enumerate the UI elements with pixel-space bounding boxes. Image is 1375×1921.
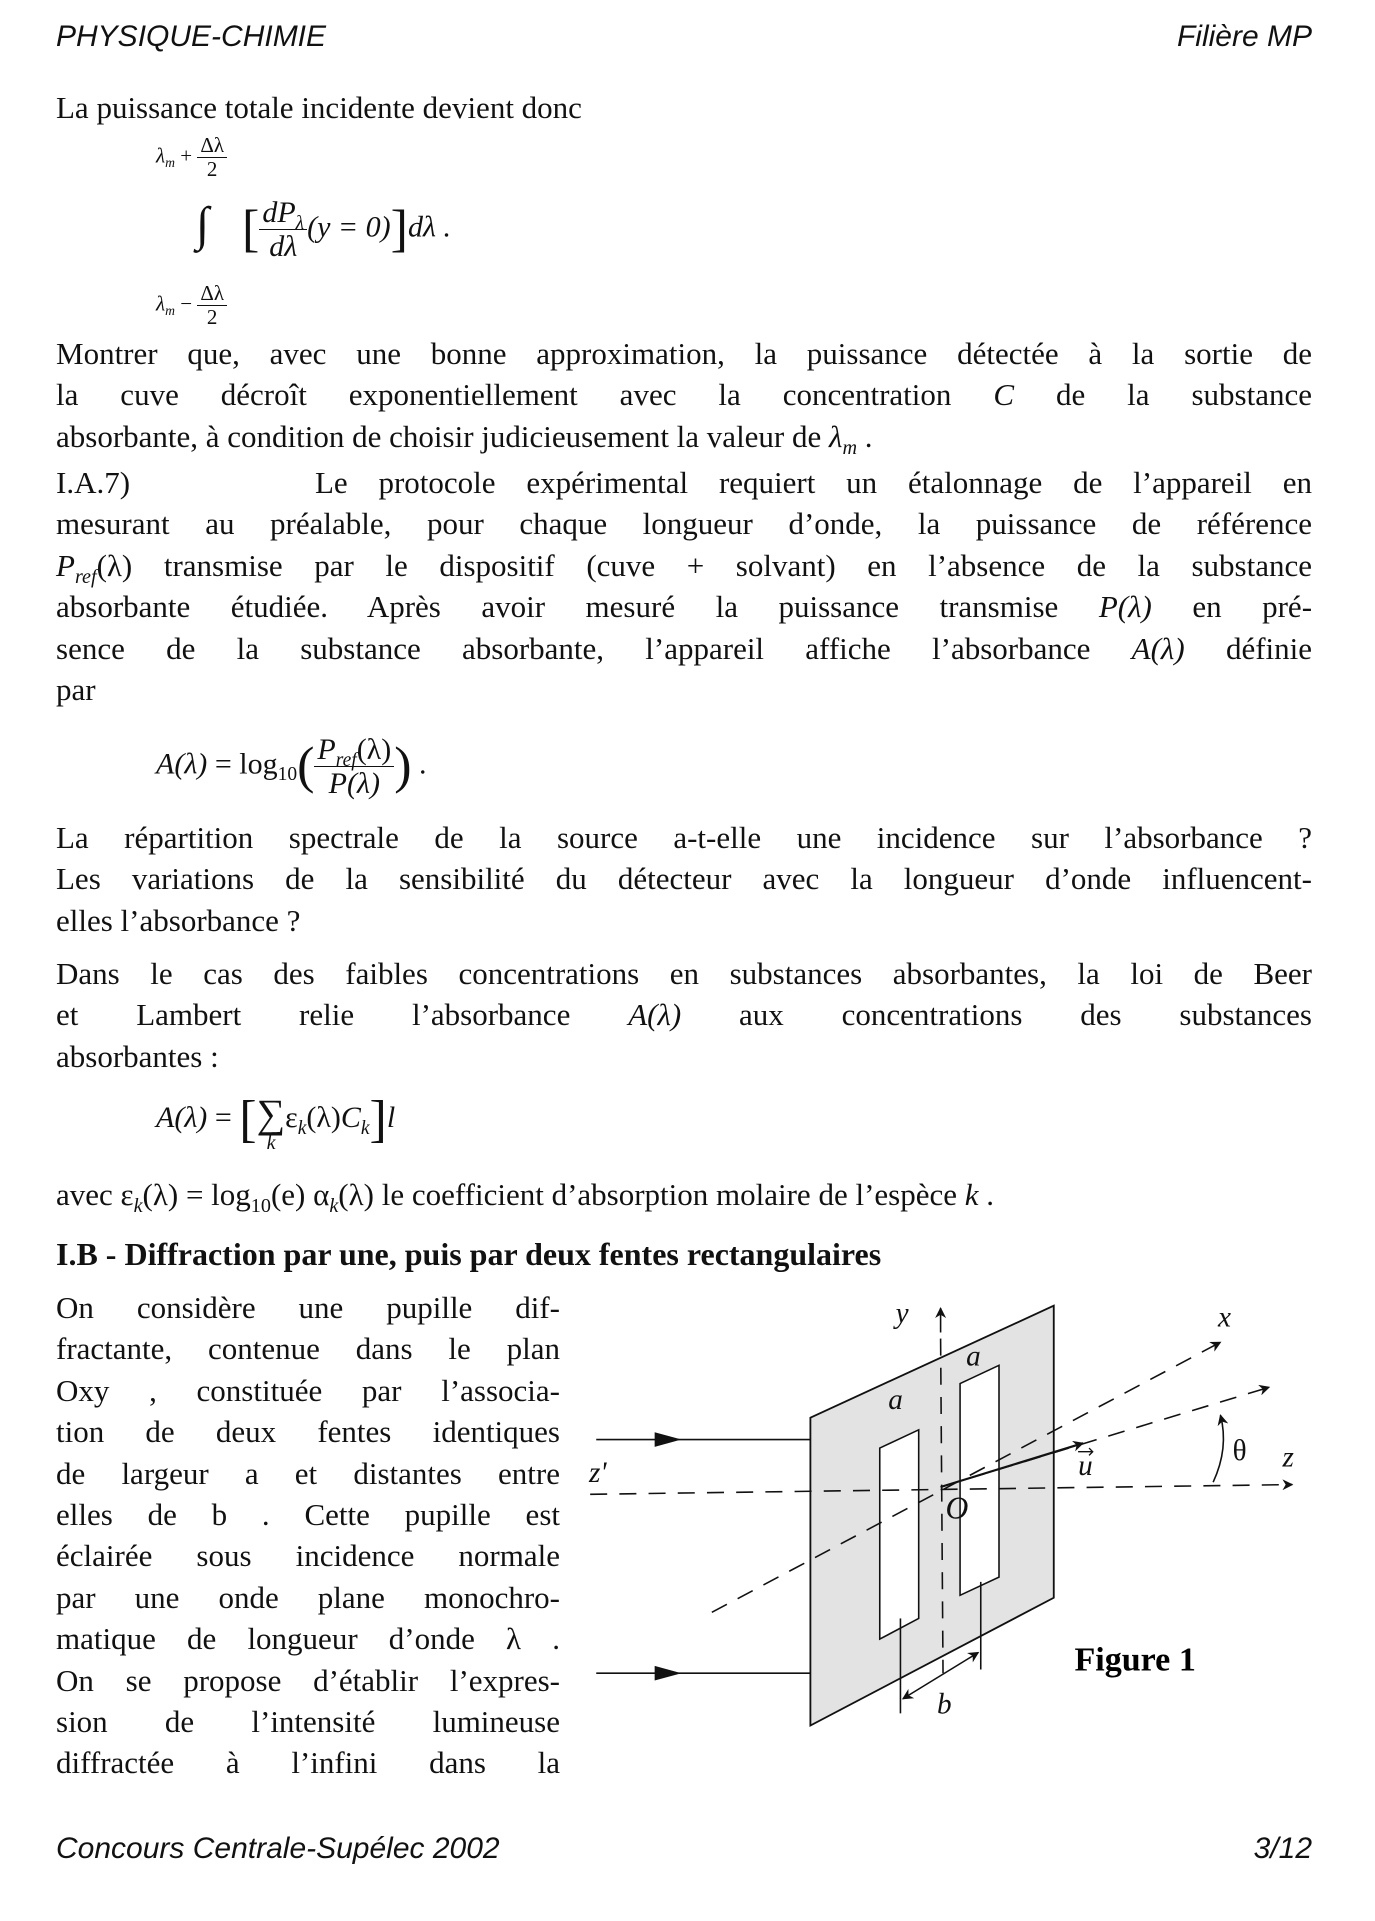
text-line: Oxy , constituée par l’associa- xyxy=(56,1372,560,1408)
label-y: y xyxy=(895,1297,909,1330)
header-subject: PHYSIQUE-CHIMIE xyxy=(56,20,327,53)
text-line: On se propose d’établir l’expres- xyxy=(56,1662,560,1698)
text-line: absorbante étudiée. Après avoir mesuré la puissance transmise P(λ) en pré- xyxy=(56,589,1313,625)
text-line: avec $\varepsilon_k(\lambda) = \log_{10}(e)$ $\alpha_k(\lambda)$ le coefficient d’absorption molaire de l’espèce k . xyxy=(56,1177,995,1218)
label-origin: O xyxy=(945,1490,969,1526)
text-line: de largeur a et distantes entre xyxy=(56,1455,560,1491)
question-label-line: I.A.7) Le protocole expérimental requiert un étalonnage de l’appareil en xyxy=(56,465,1312,500)
pupil-plate xyxy=(810,1306,1053,1726)
beer-lambert-formula: A(λ) = [∑ k $\varepsilon_k(\lambda)C_k]l$ xyxy=(156,1091,396,1154)
text-line: et Lambert relie l’absorbance A(λ) aux concentrations des substances xyxy=(56,997,1312,1033)
text-line: absorbante, à condition de choisir judicieusement la valeur de $\lambda_m$ . xyxy=(56,418,873,459)
text-line: On considère une pupille dif- xyxy=(56,1290,560,1325)
text-line: éclairée sous incidence normale xyxy=(56,1538,560,1574)
label-a-right: a xyxy=(966,1340,981,1373)
slit-left xyxy=(880,1430,919,1639)
text-line: Dans le cas des faibles concentrations en substances absorbantes, la loi de Beer xyxy=(56,956,1312,991)
label-a-left: a xyxy=(888,1384,903,1417)
integral-sign: ∫ xyxy=(196,198,210,251)
footer-page-number: 3/12 xyxy=(1253,1832,1312,1865)
label-b: b xyxy=(936,1688,952,1721)
text-line: la cuve décroît exponentiellement avec la concentration C de la substance xyxy=(56,377,1312,413)
ray-arrow-icon xyxy=(655,1666,682,1681)
text-line: elles de b . Cette pupille est xyxy=(56,1496,560,1532)
text-line: elles l’absorbance ? xyxy=(56,902,301,938)
text-line: Montrer que, avec une bonne approximation, la puissance détectée à la sortie de xyxy=(56,336,1312,371)
integrand: [ $\frac{dP_\lambda}{d\lambda}$ (y = 0)]dλ . xyxy=(242,196,451,263)
text-line: par une onde plane monochro- xyxy=(56,1579,560,1615)
label-z-prime: z' xyxy=(588,1457,607,1490)
text-line: sion de l’intensité lumineuse xyxy=(56,1703,560,1739)
theta-arc xyxy=(1213,1415,1223,1482)
text-line: matique de longueur d’onde λ . xyxy=(56,1621,560,1657)
text-line: La répartition spectrale de la source a-t-elle une incidence sur l’absorbance ? xyxy=(56,820,1312,855)
text-line: absorbantes : xyxy=(56,1038,219,1074)
label-x: x xyxy=(1218,1301,1231,1334)
text-line: par xyxy=(56,671,96,707)
text-line: tion de deux fentes identiques xyxy=(56,1414,560,1450)
absorbance-formula: $A(\lambda) = \log_{10}$( $\frac{P_{ref}(\lambda)}{P(\lambda)}$ ) . xyxy=(156,733,427,800)
text-line: $P_{ref}(\lambda)$ transmise par le dispositif (cuve + solvant) en l’absence de la substance xyxy=(56,547,1312,588)
figure-caption: Figure 1 xyxy=(1074,1641,1196,1679)
footer-contest: Concours Centrale-Supélec 2002 xyxy=(56,1832,500,1865)
ray-arrow-icon xyxy=(655,1432,682,1447)
section-heading: I.B - Diffraction par une, puis par deux fentes rectangulaires xyxy=(56,1236,882,1272)
integral-upper-limit: $\lambda_m$ + $\frac{\Delta\lambda}{2}$ xyxy=(156,134,227,181)
text-line: La puissance totale incidente devient donc xyxy=(56,90,582,125)
header-track: Filière MP xyxy=(1176,20,1312,53)
label-u: u xyxy=(1078,1449,1093,1482)
label-z: z xyxy=(1282,1441,1294,1474)
text-line: Les variations de la sensibilité du détecteur avec la longueur d’onde influencent- xyxy=(56,861,1312,897)
text-line: diffractée à l’infini dans la xyxy=(56,1745,560,1781)
text-line: sence de la substance absorbante, l’appareil affiche l’absorbance A(λ) définie xyxy=(56,630,1313,666)
integral-lower-limit: $\lambda_m$ − $\frac{\Delta\lambda}{2}$ xyxy=(156,282,227,329)
label-theta: θ xyxy=(1232,1435,1247,1468)
text-line: mesurant au préalable, pour chaque longueur d’onde, la puissance de référence xyxy=(56,506,1312,542)
text-line: fractante, contenue dans le plan xyxy=(56,1331,560,1367)
